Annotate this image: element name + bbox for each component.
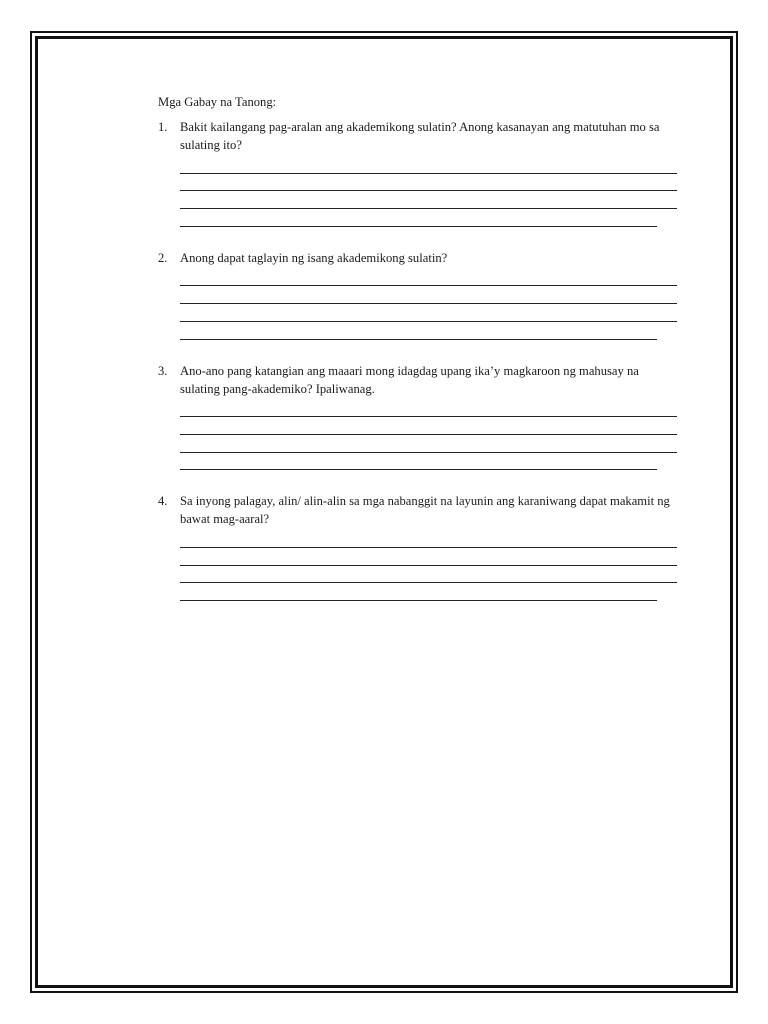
spacer xyxy=(158,340,688,362)
answer-line[interactable] xyxy=(180,435,677,453)
answer-line[interactable] xyxy=(180,453,657,471)
answer-line[interactable] xyxy=(180,269,677,287)
question-text: Sa inyong palagay, alin/ alin-alin sa mga nabanggit na layunin ang karaniwang dapat makamit ng bawat mag-aaral? xyxy=(180,494,670,527)
answer-line[interactable] xyxy=(180,583,657,601)
answer-line[interactable] xyxy=(180,286,677,304)
question-number: 1. xyxy=(158,120,168,134)
answer-line[interactable] xyxy=(180,417,677,435)
answer-line[interactable] xyxy=(180,156,677,174)
answer-lines[interactable] xyxy=(180,269,688,340)
answer-line[interactable] xyxy=(180,400,677,418)
question-1 xyxy=(158,118,688,227)
answer-line[interactable] xyxy=(180,566,677,584)
question-3 xyxy=(158,362,688,471)
question-text: Ano-ano pang katangian ang maaari mong idagdag upang ika’y magkaroon ng mahusay na sulating pang-akademiko? Ipaliwanag. xyxy=(180,363,639,396)
answer-lines[interactable] xyxy=(180,530,688,601)
answer-line[interactable] xyxy=(180,304,677,322)
answer-line[interactable] xyxy=(180,209,657,227)
spacer xyxy=(158,470,688,492)
answer-line[interactable] xyxy=(180,191,677,209)
answer-line[interactable] xyxy=(180,530,677,548)
question-number: 4. xyxy=(158,494,168,509)
answer-line[interactable] xyxy=(180,322,657,340)
question-number: 2. xyxy=(158,250,168,265)
worksheet-title: Mga Gabay na Tanong: xyxy=(158,95,277,109)
answer-lines[interactable] xyxy=(180,400,688,471)
question-number: 3. xyxy=(158,363,168,378)
question-text: Bakit kailangang pag-aralan ang akademikong sulatin? Anong kasanayan ang matutuhan mo sa sulating ito? xyxy=(180,120,660,152)
answer-line[interactable] xyxy=(180,174,677,192)
question-2 xyxy=(158,249,688,340)
question-4 xyxy=(158,492,688,601)
worksheet-content xyxy=(158,93,688,601)
spacer xyxy=(158,227,688,249)
question-text: Anong dapat taglayin ng isang akademikong sulatin? xyxy=(180,250,448,265)
answer-lines[interactable] xyxy=(180,156,688,227)
answer-line[interactable] xyxy=(180,548,677,566)
